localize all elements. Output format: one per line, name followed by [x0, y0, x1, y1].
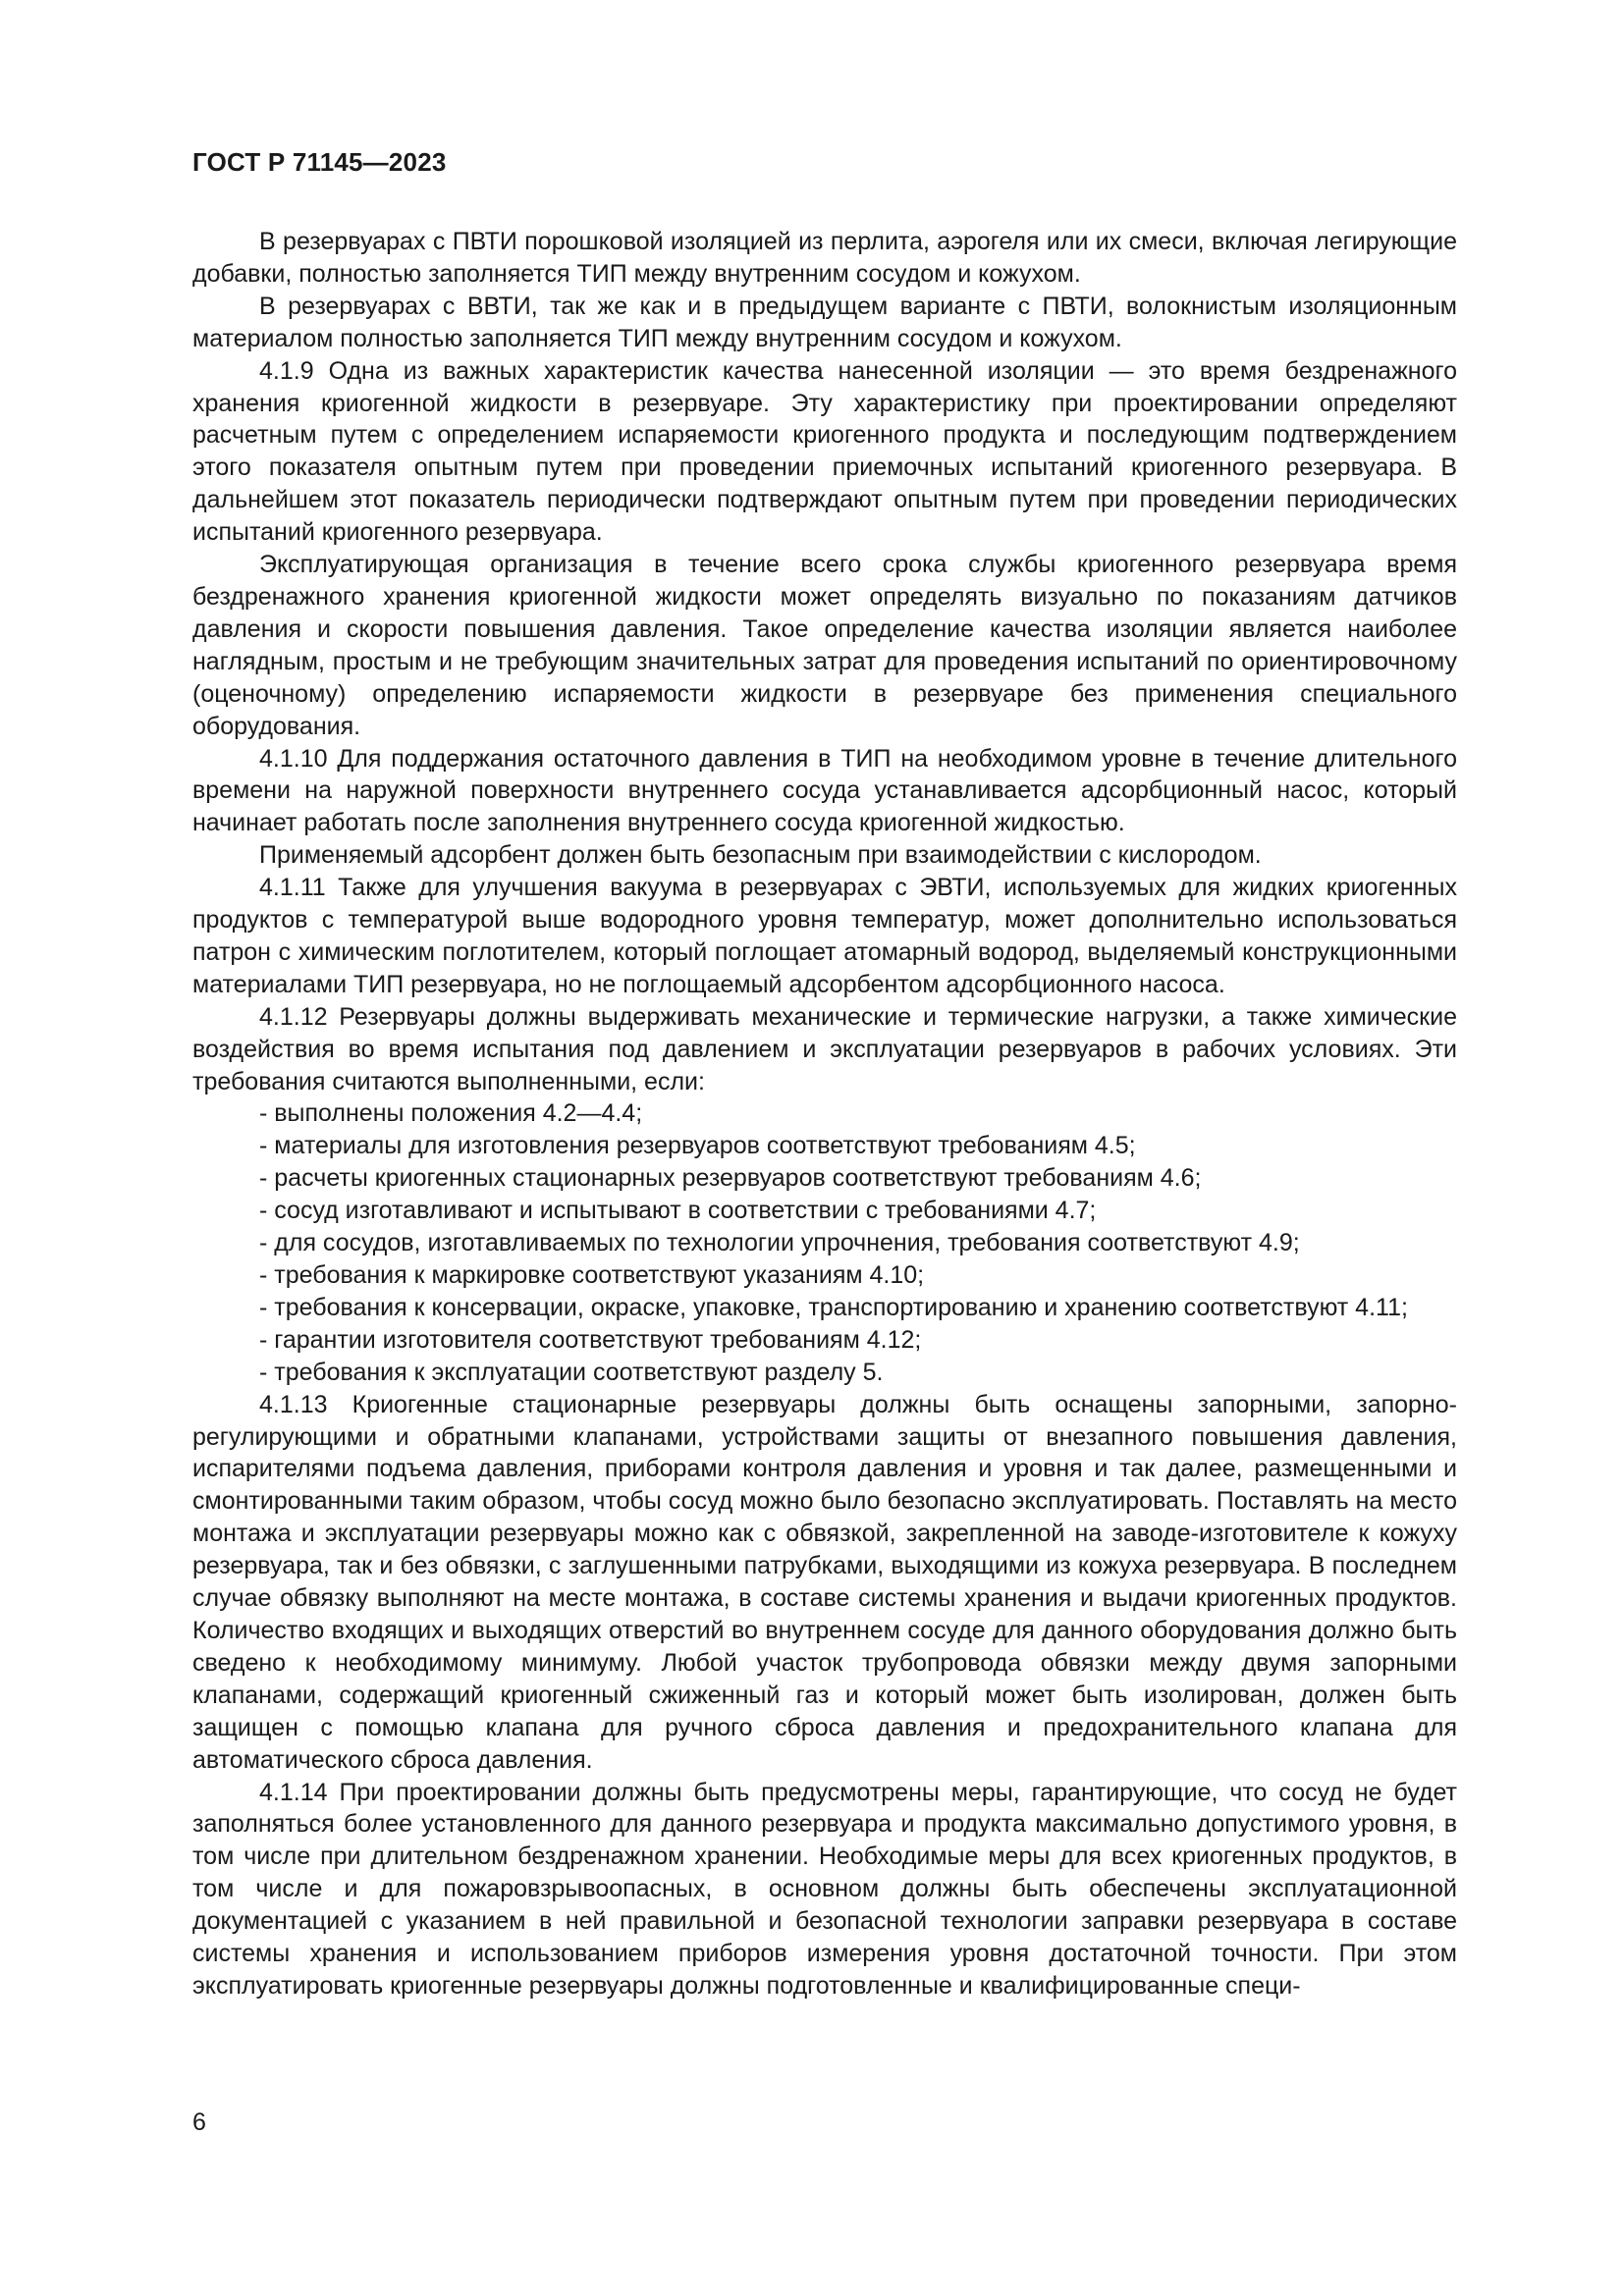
- document-body: [192, 226, 1457, 2002]
- list-item: - гарантии изготовителя соответствуют требованиям 4.12;: [259, 1325, 922, 1354]
- paragraph-4-1-13: 4.1.13 Криогенные стационарные резервуары должны быть оснащены запорными, запорно-регулирующими и обратными клапанами, устройствами защиты от внезапного повышения давления, испарителями подъема давления, приборами контроля давления и уровня и так далее, размещенными и смонтированными таким образом, чтобы сосуд можно было безопасно эксплуатировать. Поставлять на место монтажа и эксплуатации резервуары можно как с обвязкой, закрепленной на заводе-изготовителе к кожуху резервуара, так и без обвязки, с заглушенными патрубками, выходящими из кожуха резервуара. В последнем случае обвязку выполняют на месте монтажа, в составе системы хранения и выдачи криогенных продуктов. Количество входящих и выходящих отверстий во внутреннем сосуде для данного оборудования должно быть сведено к необходимому минимуму. Любой участок трубопровода обвязки между двумя запорными клапанами, содержащий криогенный сжиженный газ и который может быть изолирован, должен быть защищен с помощью клапана для ручного сброса давления и предохранительного клапана для автоматического сброса давления.: [192, 1390, 1457, 1774]
- paragraph-4-1-9: 4.1.9 Одна из важных характеристик качества нанесенной изоляции — это время бездренажного хранения криогенной жидкости в резервуаре. Эту характеристику при проектировании определяют расчетным путем с определением испаряемости криогенного продукта и последующим подтверждением этого показателя опытным путем при проведении приемочных испытаний криогенного резервуара. В дальнейшем этот показатель периодически подтверждают опытным путем при проведении периодических испытаний криогенного резервуара.: [192, 356, 1457, 547]
- list-item: - требования к консервации, окраске, упаковке, транспортированию и хранению соответствуют 4.11;: [259, 1293, 1408, 1321]
- paragraph-fiber-insulation: В резервуарах с ВВТИ, так же как и в предыдущем варианте с ПВТИ, волокнистым изоляционным материалом полностью заполняется ТИП между внутренним сосудом и кожухом.: [192, 292, 1457, 352]
- list-item: - требования к маркировке соответствуют указаниям 4.10;: [259, 1261, 925, 1289]
- list-item: - сосуд изготавливают и испытывают в соответствии с требованиями 4.7;: [259, 1197, 1097, 1225]
- list-item: - расчеты криогенных стационарных резервуаров соответствуют требованиям 4.6;: [259, 1164, 1202, 1193]
- list-item: - для сосудов, изготавливаемых по технологии упрочнения, требования соответствуют 4.9;: [259, 1229, 1300, 1257]
- page-number: 6: [192, 2109, 206, 2136]
- document-id-header: ГОСТ Р 71145—2023: [192, 147, 447, 177]
- paragraph-operating-organization: Эксплуатирующая организация в течение всего срока службы криогенного резервуара время бездренажного хранения криогенной жидкости может определять визуально по показаниям датчиков давления и скорости повышения давления. Такое определение качества изоляции является наиболее наглядным, простым и не требующим значительных затрат для проведения испытаний по ориентировочному (оценочному) определению испаряемости жидкости в резервуаре без применения специального оборудования.: [192, 551, 1457, 740]
- paragraph-powder-insulation: В резервуарах с ПВТИ порошковой изоляцией из перлита, аэрогеля или их смеси, включая легирующие добавки, полностью заполняется ТИП между внутренним сосудом и кожухом.: [192, 228, 1457, 288]
- paragraph-4-1-11: 4.1.11 Также для улучшения вакуума в резервуарах с ЭВТИ, используемых для жидких криогенных продуктов с температурой выше водородного уровня температур, может дополнительно использоваться патрон с химическим поглотителем, который поглощает атомарный водород, выделяемый конструкционными материалами ТИП резервуара, но не поглощаемый адсорбентом адсорбционного насоса.: [192, 874, 1457, 998]
- paragraph-4-1-14: 4.1.14 При проектировании должны быть предусмотрены меры, гарантирующие, что сосуд не будет заполняться более установленного для данного резервуара и продукта максимально допустимого уровня, в том числе при длительном бездренажном хранении. Необходимые меры для всех криогенных продуктов, в том числе и для пожаровзрывоопасных, в основном должны быть обеспечены эксплуатационной документацией с указанием в ней правильной и безопасной технологии заправки резервуара в составе системы хранения и использованием приборов измерения уровня достаточной точности. При этом эксплуатировать криогенные резервуары должны подготовленные и квалифицированные специ-: [192, 1778, 1457, 2000]
- paragraph-adsorbent: Применяемый адсорбент должен быть безопасным при взаимодействии с кислородом.: [259, 841, 1262, 870]
- list-item: - материалы для изготовления резервуаров соответствуют требованиям 4.5;: [259, 1132, 1136, 1160]
- paragraph-4-1-12: 4.1.12 Резервуары должны выдерживать механические и термические нагрузки, а также химические воздействия во время испытания под давлением и эксплуатации резервуаров в рабочих условиях. Эти требования считаются выполненными, если:: [192, 1002, 1457, 1095]
- list-item: - требования к эксплуатации соответствуют разделу 5.: [259, 1358, 884, 1386]
- list-item: - выполнены положения 4.2—4.4;: [259, 1099, 643, 1128]
- paragraph-4-1-10: 4.1.10 Для поддержания остаточного давления в ТИП на необходимом уровне в течение длительного времени на наружной поверхности внутреннего сосуда устанавливается адсорбционный насос, который начинает работать после заполнения внутреннего сосуда криогенной жидкостью.: [192, 744, 1457, 837]
